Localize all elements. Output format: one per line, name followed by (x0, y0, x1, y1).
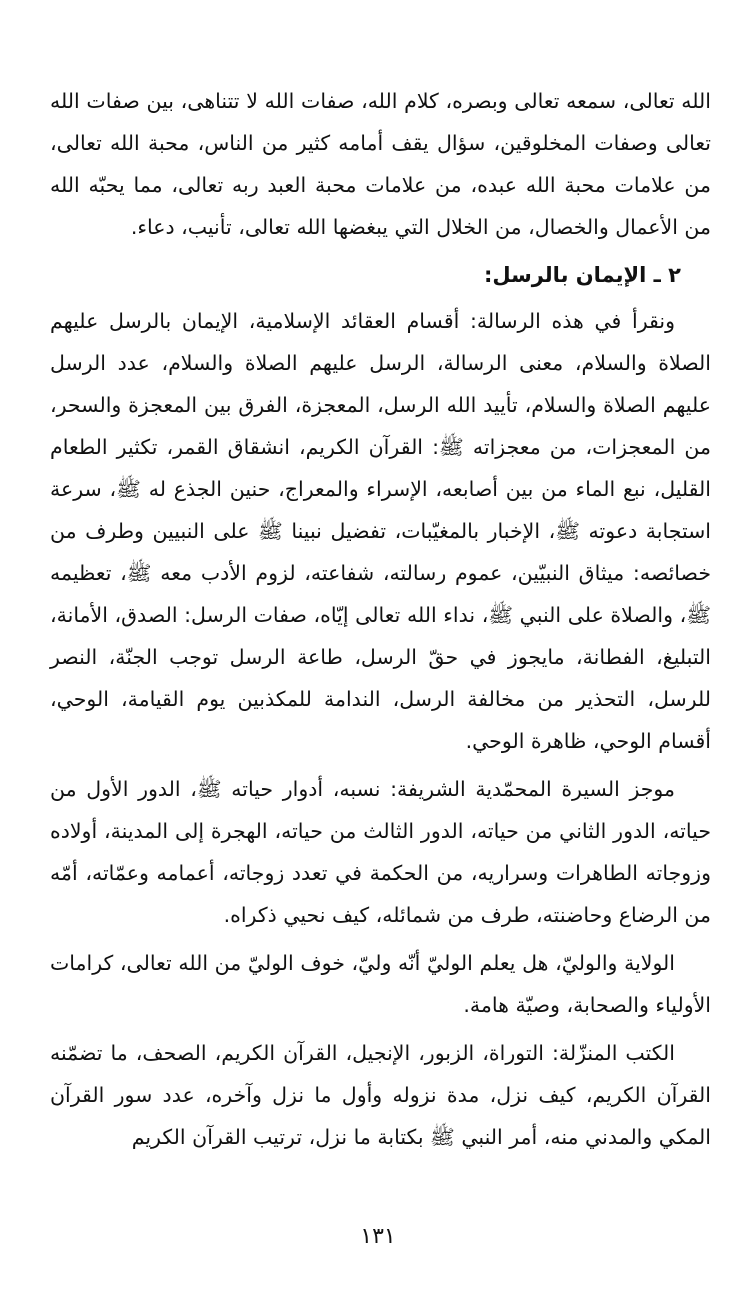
page-number: ١٣١ (360, 1224, 396, 1249)
section-heading-faith-in-messengers: ٢ ـ الإيمان بالرسل: (483, 263, 681, 287)
document-page (50, 80, 711, 1164)
paragraph-revealed-books: الكتب المنزّلة: التوراة، الزبور، الإنجيل، القرآن الكريم، الصحف، ما تضمّنه القرآن الكريم، كيف نزل، مدة نزوله وأول ما نزل وآخره، عدد سور القرآن المكي والمدني منه، أمر النبي ﷺ بكتابة ما نزل، ترتيب القرآن الكريم (50, 1041, 711, 1149)
paragraph-sainthood: الولاية والوليّ، هل يعلم الوليّ أنّه وليّ، خوف الوليّ من الله تعالى، كرامات الأولياء والصحابة، وصيّة هامة. (50, 951, 711, 1017)
paragraph-prophetic-biography: موجز السيرة المحمّدية الشريفة: نسبه، أدوار حياته ﷺ، الدور الأول من حياته، الدور الثاني من حياته، الدور الثالث من حياته، الهجرة إلى المدينة، أولاده وزوجاته الطاهرات وسراريه، من الحكمة في تعدد زوجاته، أعمامه وعمّاته، أمّه من الرضاع وحاضنته، طرف من شمائله، كيف نحيي ذكراه. (50, 777, 711, 927)
paragraph-messengers-topics: ونقرأ في هذه الرسالة: أقسام العقائد الإسلامية، الإيمان بالرسل عليهم الصلاة والسلام، معنى الرسالة، الرسل عليهم الصلاة والسلام، عدد الرسل عليهم الصلاة والسلام، تأييد الله الرسل، المعجزة، الفرق بين المعجزة والسحر، من المعجزات، من معجزاته ﷺ: القرآن الكريم، انشقاق القمر، تكثير الطعام القليل، نبع الماء من بين أصابعه، الإسراء والمعراج، حنين الجذع له ﷺ، سرعة استجابة دعوته ﷺ، الإخبار بالمغيّبات، تفضيل نبينا ﷺ على النبيين وطرف من خصائصه: ميثاق النبيّين، عموم رسالته، شفاعته، لزوم الأدب معه ﷺ، تعظيمه ﷺ، والصلاة على النبي ﷺ، نداء الله تعالى إيّاه، صفات الرسل: الصدق، الأمانة، التبليغ، الفطانة، مايجوز في حقّ الرسل، طاعة الرسل توجب الجنّة، النصر للرسل، التحذير من مخالفة الرسل، الندامة للمكذبين يوم القيامة، الوحي، أقسام الوحي، ظاهرة الوحي. (50, 309, 711, 753)
paragraph-divine-attributes: الله تعالى، سمعه تعالى وبصره، كلام الله، صفات الله لا تتناهى، بين صفات الله تعالى وصفات المخلوقين، سؤال يقف أمامه كثير من الناس، محبة الله تعالى، من علامات محبة الله عبده، من علامات محبة العبد ربه تعالى، مما يحبّه الله من الأعمال والخصال، من الخلال التي يبغضها الله تعالى، تأنيب، دعاء. (50, 89, 711, 239)
